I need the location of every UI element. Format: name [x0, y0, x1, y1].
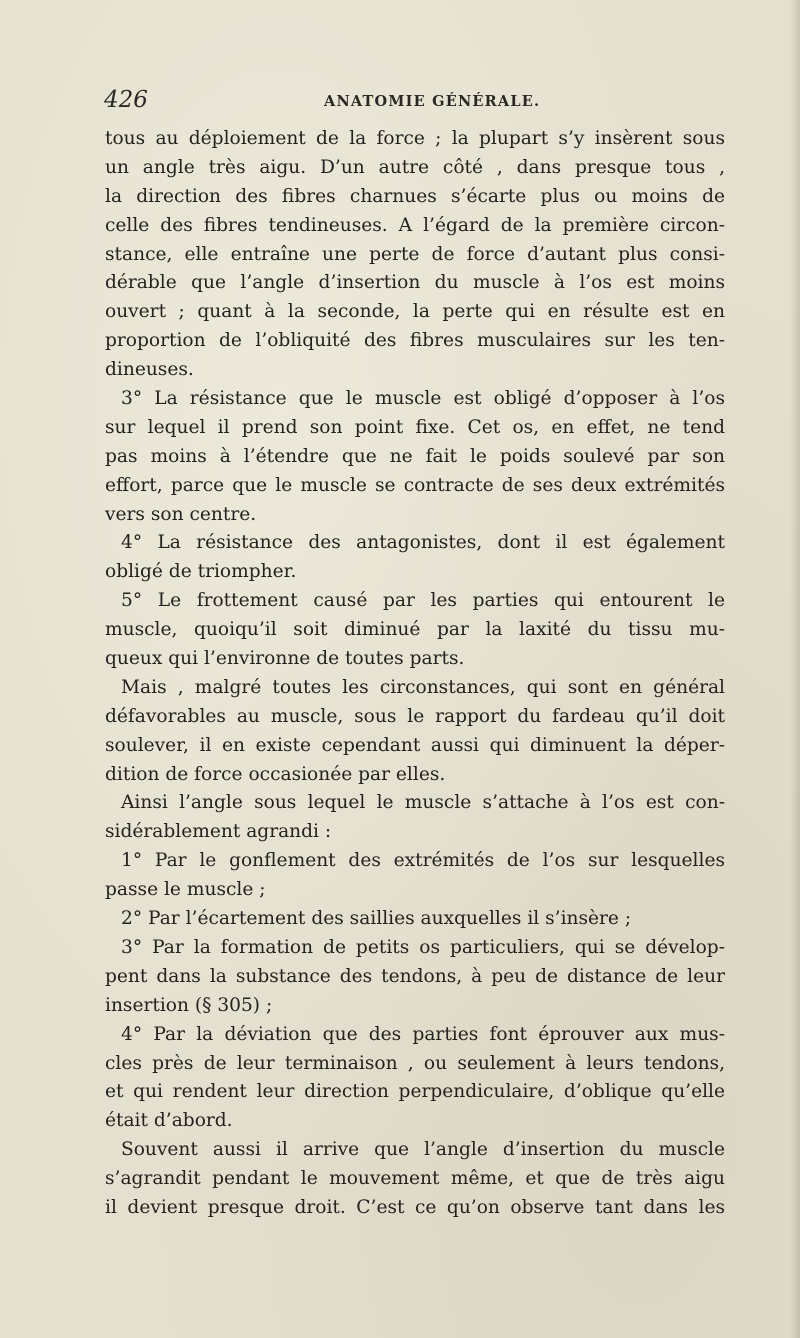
- text-line: queux qui l’environne de toutes parts.: [105, 648, 465, 670]
- text-line: passe le muscle ;: [105, 879, 266, 901]
- page-header: [104, 87, 730, 121]
- text-line: tous au déploiement de la force ; la plupart s’y insèrent sous: [105, 128, 725, 149]
- text-line: pent dans la substance des tendons, à peu de distance de leur: [105, 965, 725, 987]
- text-line: un angle très aigu. D’un autre côté , dans presque tous ,: [105, 156, 725, 178]
- text-line: insertion (§ 305) ;: [105, 994, 273, 1016]
- text-line: défavorables au muscle, sous le rapport du fardeau qu’il doit: [105, 705, 725, 727]
- text-line: 2° Par l’écartement des saillies auxquelles il s’insère ;: [121, 908, 632, 930]
- text-line: celle des fibres tendineuses. A l’égard de la première circon-: [105, 214, 725, 236]
- text-line: ouvert ; quant à la seconde, la perte qui en résulte est en: [105, 301, 725, 323]
- text-line: cles près de leur terminaison , ou seulement à leurs tendons,: [105, 1052, 725, 1074]
- text-line: stance, elle entraîne une perte de force d’autant plus consi-: [105, 243, 725, 265]
- text-line: 1° Par le gonflement des extrémités de l’os sur lesquelles: [121, 850, 725, 872]
- text-line: 4° Par la déviation que des parties font éprouver aux mus-: [121, 1023, 725, 1045]
- text-line: 3° Par la formation de petits os particuliers, qui se dévelop-: [121, 936, 725, 958]
- text-line: sidérablement agrandi :: [105, 821, 332, 843]
- text-line: 4° La résistance des antagonistes, dont il est également: [121, 532, 725, 554]
- text-line: vers son centre.: [105, 503, 257, 525]
- text-line: soulever, il en existe cependant aussi qui diminuent la déper-: [105, 734, 725, 756]
- running-title: ANATOMIE GÉNÉRALE.: [324, 93, 541, 110]
- text-line: effort, parce que le muscle se contracte de ses deux extrémités: [105, 474, 725, 496]
- text-line: Ainsi l’angle sous lequel le muscle s’attache à l’os est con-: [121, 792, 725, 814]
- page-edge-shadow: [790, 0, 800, 1338]
- page-number: 426: [104, 87, 148, 113]
- text-line: s’agrandit pendant le mouvement même, et que de très aigu: [105, 1168, 725, 1190]
- text-line: dineuses.: [105, 359, 194, 381]
- text-line: sur lequel il prend son point fixe. Cet os, en effet, ne tend: [105, 416, 725, 438]
- text-line: était d’abord.: [105, 1110, 233, 1132]
- text-line: dérable que l’angle d’insertion du muscle à l’os est moins: [105, 272, 725, 294]
- text-line: il devient presque droit. C’est ce qu’on observe tant dans les: [105, 1196, 725, 1218]
- text-line: Souvent aussi il arrive que l’angle d’insertion du muscle: [121, 1139, 725, 1161]
- text-line: 5° Le frottement causé par les parties qui entourent le: [121, 590, 725, 612]
- text-line: et qui rendent leur direction perpendiculaire, d’oblique qu’elle: [105, 1081, 725, 1103]
- text-line: Mais , malgré toutes les circonstances, qui sont en général: [121, 676, 725, 698]
- text-line: obligé de triompher.: [105, 561, 297, 583]
- body-text: [105, 125, 725, 1223]
- text-line: muscle, quoiqu’il soit diminué par la laxité du tissu mu-: [105, 619, 725, 641]
- text-line: dition de force occasionée par elles.: [105, 763, 446, 785]
- text-line: proportion de l’obliquité des fibres musculaires sur les ten-: [105, 330, 725, 352]
- text-line: la direction des fibres charnues s’écarte plus ou moins de: [105, 185, 725, 207]
- text-line: pas moins à l’étendre que ne fait le poids soulevé par son: [105, 445, 725, 467]
- text-line: 3° La résistance que le muscle est obligé d’opposer à l’os: [121, 388, 725, 410]
